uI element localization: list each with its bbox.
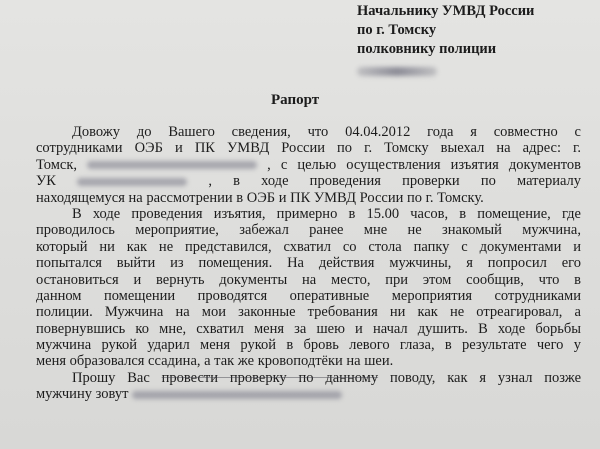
text-line bbox=[36, 370, 581, 386]
text-line bbox=[36, 157, 581, 173]
text-line bbox=[36, 173, 581, 189]
text-line bbox=[36, 386, 581, 402]
text-line: мужчина рукой ударил меня рукой в бровь левого глаза, в результате чего у bbox=[36, 337, 581, 354]
text-line: находящемуся на рассмотрении в ОЭБ и ПК УМВД России по г. Томску. bbox=[36, 189, 484, 206]
text-line: остановиться и вернуть документы на место, при этом сообщив, что в bbox=[36, 271, 581, 288]
text-line: В ходе проведения изъятия, примерно в 15.00 часов, в помещение, где bbox=[72, 205, 581, 222]
document-title: Рапорт bbox=[271, 92, 320, 108]
text-fragment: Прошу Вас bbox=[72, 369, 150, 386]
text-line: меня образовался ссадина, а так же кровоподтёки на шеи. bbox=[36, 353, 394, 370]
addressee-line-1: Начальнику УМВД России bbox=[357, 3, 535, 19]
text-line: сотрудниками ОЭБ и ПК УМВД России по г. Томску выехал на адрес: г. bbox=[36, 140, 581, 157]
redacted-name bbox=[357, 59, 534, 78]
text-line: повернувшись ко мне, схватил меня за шею и начал душить. В ходе борьбы bbox=[36, 320, 581, 337]
text-fragment: мужчину зовут bbox=[36, 386, 129, 403]
redacted-company bbox=[77, 178, 187, 186]
document-body bbox=[36, 124, 581, 403]
text-line: полиции. Мужчина на мои законные требования ни как не отреагировал, а bbox=[36, 304, 581, 321]
text-fragment: поводу, как я узнал позже bbox=[389, 369, 582, 386]
addressee-line-2: по г. Томску bbox=[357, 22, 437, 38]
text-line: который ни как не представился, схватил со стола папку с документами и bbox=[36, 238, 581, 255]
redacted-suspect-name bbox=[132, 391, 342, 399]
text-fragment: , с целью осуществления изъятия документов bbox=[267, 156, 582, 173]
text-line: Довожу до Вашего сведения, что 04.04.2012 года я совместно с bbox=[72, 124, 581, 140]
text-line: данном помещении проводятся оперативные мероприятия сотрудниками bbox=[36, 287, 581, 304]
addressee-block bbox=[357, 2, 534, 78]
text-fragment: УК bbox=[36, 173, 56, 190]
text-fragment: Томск, bbox=[36, 156, 78, 173]
text-fragment: , в ходе проведения проверки по материалу bbox=[208, 173, 581, 190]
text-line: проводилось мероприятие, забежал ранее мне не знакомый мужчина, bbox=[36, 222, 581, 239]
addressee-line-3: полковнику полиции bbox=[357, 41, 497, 57]
struck-text: провести проверку по данному bbox=[161, 369, 379, 386]
text-line: попытался выйти из помещения. На действия мужчины, я попросил его bbox=[36, 255, 581, 272]
redacted-address bbox=[87, 161, 257, 169]
